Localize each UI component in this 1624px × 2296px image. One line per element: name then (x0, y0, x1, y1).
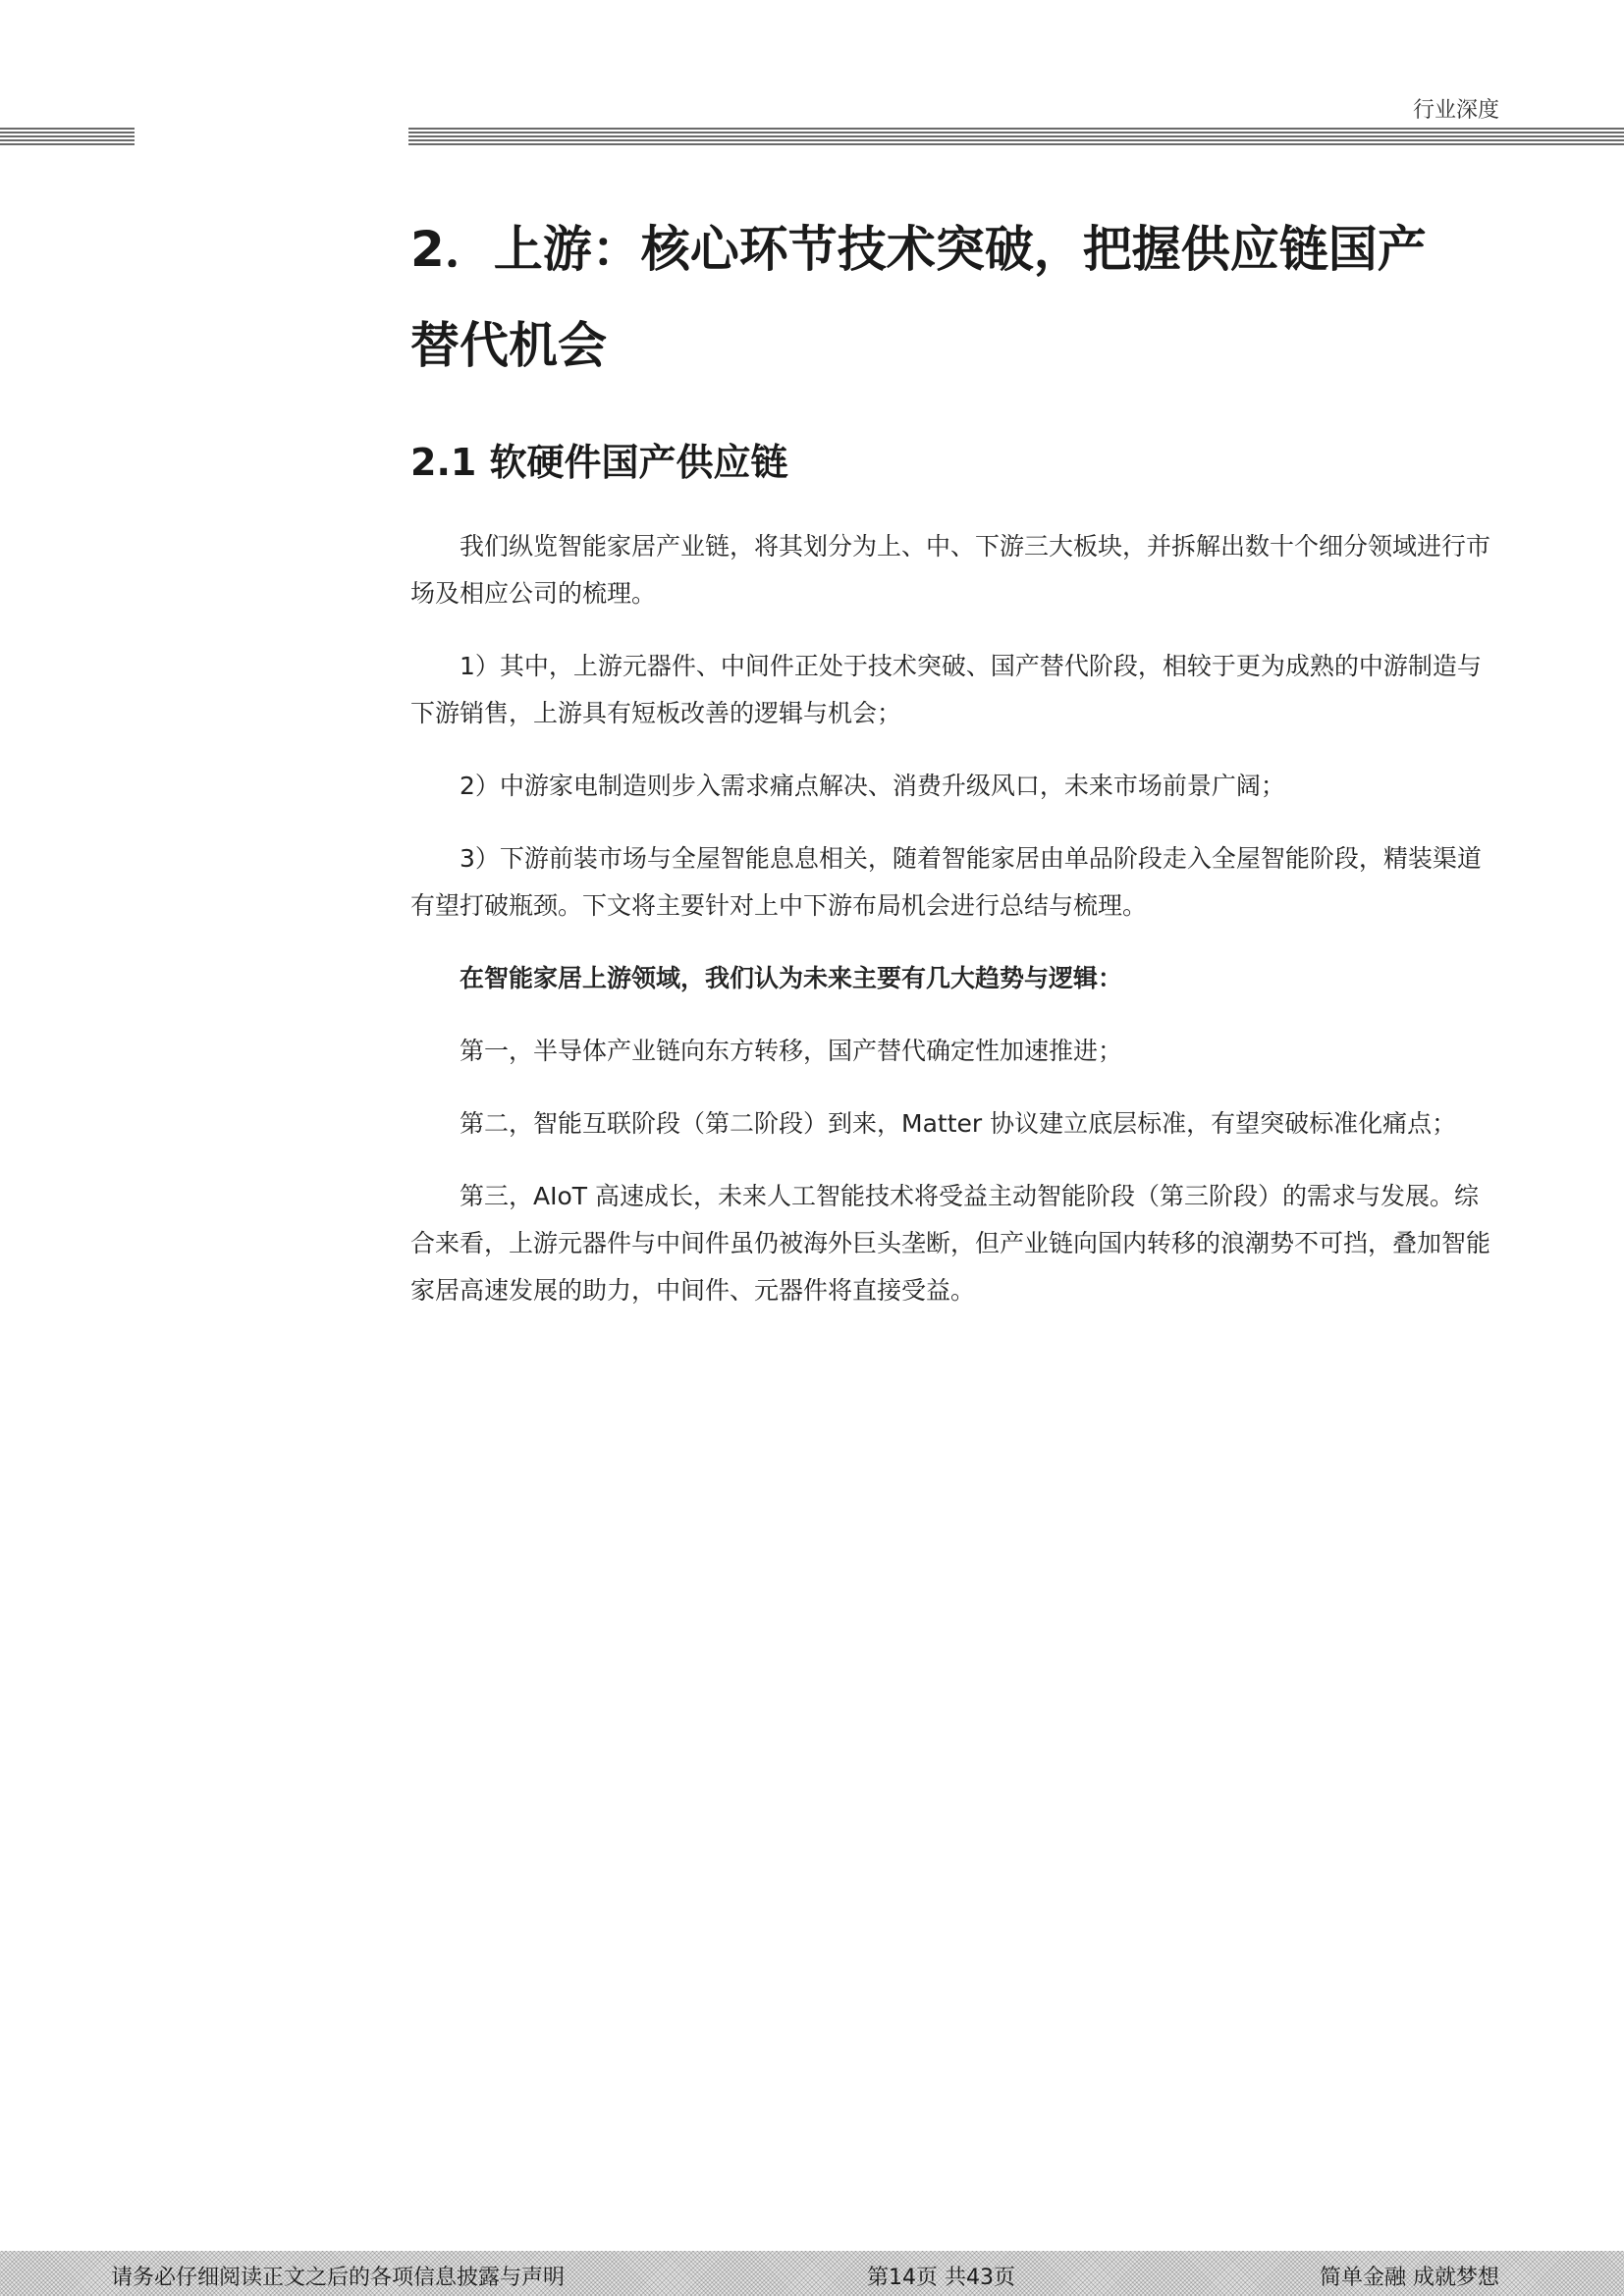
paragraph-midstream: 2）中游家电制造则步入需求痛点解决、消费升级风口，未来市场前景广阔； (460, 772, 1285, 800)
footer-disclaimer: 请务必仔细阅读正文之后的各项信息披露与声明 (111, 2266, 566, 2290)
footer-slogan: 简单金融 成就梦想 (1320, 2266, 1499, 2290)
paragraph-trend-2: 第二，智能互联阶段（第二阶段）到来，Matter 协议建立底层标准，有望突破标准化痛点； (460, 1109, 1457, 1138)
chapter-title (410, 201, 1502, 394)
chapter-title-line2: 替代机会 (410, 317, 607, 374)
paragraph-trend-3: 第三，AIoT 高速成长，未来人工智能技术将受益主动智能阶段（第三阶段）的需求与发展。综合来看，上游元器件与中间件虽仍被海外巨头垄断，但产业链向国内转移的浪潮势不可挡，叠加智能家居高速发展的助力，中间件、元器件将直接受益。 (410, 1182, 1491, 1305)
paragraph-trends-heading: 在智能家居上游领域，我们认为未来主要有几大趋势与逻辑： (460, 964, 1123, 992)
section-title: 2.1 软硬件国产供应链 (410, 441, 788, 484)
header-rule-left (0, 128, 135, 145)
chapter-title-line1: 2．上游：核心环节技术突破，把握供应链国产 (410, 221, 1427, 278)
main-content (410, 201, 1502, 1340)
paragraph-trend-1: 第一，半导体产业链向东方转移，国产替代确定性加速推进； (460, 1037, 1123, 1065)
paragraph-upstream: 1）其中，上游元器件、中间件正处于技术突破、国产替代阶段，相较于更为成熟的中游制造与下游销售，上游具有短板改善的逻辑与机会； (410, 652, 1482, 727)
paragraph-intro: 我们纵览智能家居产业链，将其划分为上、中、下游三大板块，并拆解出数十个细分领域进行市场及相应公司的梳理。 (410, 532, 1491, 608)
page-footer (0, 2251, 1624, 2296)
footer-page-number: 第14页 共43页 (867, 2266, 1015, 2290)
paragraph-downstream: 3）下游前装市场与全屋智能息息相关，随着智能家居由单品阶段走入全屋智能阶段，精装渠道有望打破瓶颈。下文将主要针对上中下游布局机会进行总结与梳理。 (410, 844, 1482, 920)
header-rule-right (408, 128, 1624, 145)
header-label: 行业深度 (1412, 98, 1499, 123)
